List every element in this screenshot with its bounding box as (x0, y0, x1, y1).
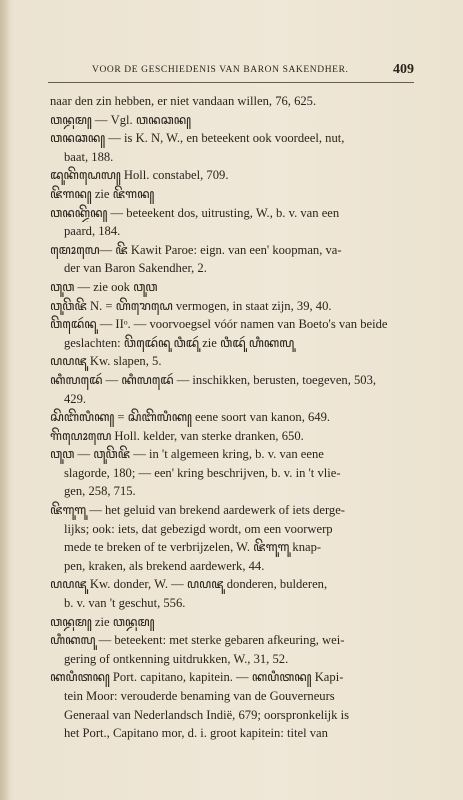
text-line: pen, kraken, als brekend aardewerk, 44. (64, 558, 265, 573)
text-line: ꦒꦼꦥꦺꦴꦭꦺ Holl. kelder, van sterke dranken, 650. (50, 428, 304, 443)
text-line: ꦮꦤ꧀ꦝꦩ꧀ zie ꦮꦤ꧀ꦝꦩ꧀ (50, 614, 155, 629)
text-line: paard, 184. (64, 224, 121, 239)
text-line: ꦮꦸꦮ — zie ook ꦮꦸꦮ (50, 279, 158, 294)
dictionary-entries (50, 92, 414, 743)
text-line: 429. (64, 391, 87, 406)
header-rule (48, 82, 414, 83)
text-line: ꦥꦥꦗꦸ Kw. slapen, 5. (50, 354, 162, 369)
text-line: ꦗꦼꦒꦤ꧀ zie ꦗꦼꦒꦤ꧀ (50, 186, 155, 201)
text-line: ꦲꦶꦏꦭꦸ — beteekent: met sterke gebaren afkeuring, wei- (50, 633, 345, 648)
text-line: ꦮꦸꦮ — ꦮꦸꦮꦼꦗꦼ — in 't algemeen kring, b. v. van eene (50, 447, 324, 462)
text-line: ꦮꦤꦕꦤ꧀ — is K. N, W., en beteekent ook voordeel, nut, (50, 131, 345, 146)
text-line: gen, 258, 715. (64, 484, 136, 499)
text-line: baat, 188. (64, 149, 114, 164)
text-line: Generaal van Nederlandsch Indië, 679; oorspronkelijk is (64, 707, 350, 722)
text-line: het Port., Capitano mor, d. i. groot kapitein: titel van (64, 726, 328, 741)
text-line: ꦗꦼꦒꦸꦒꦸ — het geluid van brekend aardewerk of iets derge- (50, 503, 345, 518)
text-line: ꦏꦥꦶꦠꦤ꧀ Port. capitano, kapitein. — ꦏꦥꦶꦠꦤ꧀ Kapi- (50, 670, 344, 685)
text-line: naar den zin hebben, er niet vandaan willen, 76, 625. (50, 94, 317, 108)
text-line: gering of ontkenning uitdrukken, W., 31, 52. (64, 651, 289, 666)
text-line: ꦩꦺꦴꦭꦺ— ꦗꦼ Kawit Paroe: eign. van een' koopman, va- (50, 242, 342, 257)
text-line: ꦮꦼꦢꦺꦂꦤꦸ — IIᵒ. — voorvoegsel vóór namen van Boeto's van beide (50, 317, 388, 332)
page-number: 409 (393, 62, 414, 77)
running-title: VOOR DE GESCHIEDENIS VAN BARON SAKENDHER. (92, 65, 349, 75)
text-line: geslachten: ꦮꦼꦢꦺꦂꦤꦸ ꦮꦶꦢꦸꦂ zie ꦮꦶꦢꦸꦂ ꦲꦶꦏꦭꦸ (64, 335, 295, 350)
text-line: b. v. van 't geschut, 556. (64, 596, 186, 611)
page-header (0, 62, 463, 80)
text-line: lijks; ook: iets, dat gebezigd wordt, om een voorwerp (64, 521, 333, 536)
text-line: ꦏꦶꦭꦢꦺꦂ — ꦏꦶꦭꦢꦺꦂ — inschikken, berusten, toegeven, 503, (50, 372, 377, 387)
text-line: ꦱꦼꦧꦼꦭꦶꦏ꧀ = ꦱꦼꦧꦼꦭꦶꦏ꧀ eene soort van kanon, 649. (50, 410, 331, 425)
text-line: der van Baron Sakendher, 2. (64, 261, 207, 276)
text-line: ꦢꦸꦏꦼꦝꦺꦭ꧀ Holl. constabel, 709. (50, 168, 229, 183)
text-line: ꦮꦸꦮꦼꦗꦼ N. = ꦲꦼꦫꦺꦝꦺ vermogen, in staat zijn, 39, 40. (50, 298, 332, 313)
text-line: ꦮꦤꦏ꧀ꦢꦼꦤ꧀ — beteekent dos, uitrusting, W., b. v. van een (50, 205, 340, 220)
text-line: mede te breken of te verbrijzelen, W. ꦗꦼꦒꦸꦒꦸ knap- (64, 540, 322, 555)
text-line: tein Moor: verouderde benaming van de Gouverneurs (64, 689, 335, 703)
text-line: ꦮꦤ꧀ꦝꦩ꧀ — Vgl. ꦮꦤꦕꦤ꧀ (50, 112, 191, 127)
text-line: ꦥꦥꦗꦸ Kw. donder, W. — ꦥꦥꦗꦸ donderen, bulderen, (50, 577, 328, 592)
page-gutter-shadow (0, 0, 10, 800)
text-line: slagorde, 180; — een' kring beschrijven, b. v. in 't vlie- (64, 465, 341, 480)
